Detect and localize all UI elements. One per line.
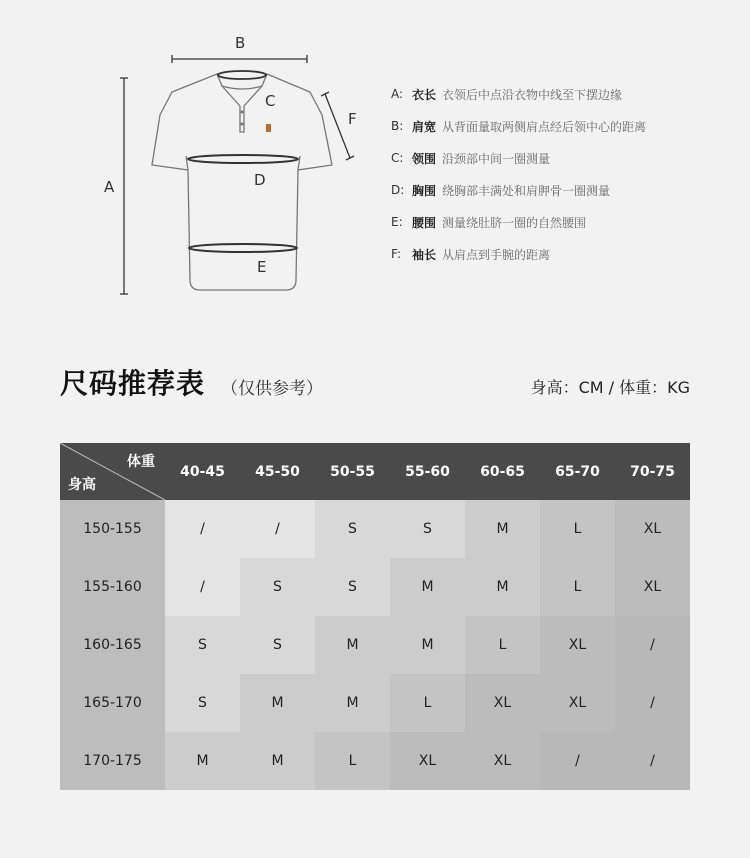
units-note: 身高：CM / 体重：KG bbox=[530, 378, 690, 397]
column-header: 60-65 bbox=[480, 463, 525, 480]
legend-key: A: bbox=[391, 87, 404, 101]
label-f: F bbox=[348, 110, 357, 128]
table-cell: M bbox=[465, 500, 540, 558]
table-cell: M bbox=[315, 674, 390, 732]
table-cell: XL bbox=[615, 500, 690, 558]
table-cell: / bbox=[615, 674, 690, 732]
table-cell: / bbox=[615, 616, 690, 674]
row-header: 160-165 bbox=[60, 616, 165, 674]
column-header: 50-55 bbox=[330, 463, 375, 480]
page-subtitle: （仅供参考） bbox=[221, 379, 323, 399]
legend-name: 肩宽 bbox=[412, 119, 437, 134]
legend-row bbox=[391, 174, 731, 206]
legend-name: 领围 bbox=[412, 151, 437, 166]
legend-row bbox=[391, 238, 731, 270]
legend-key: E: bbox=[391, 215, 403, 229]
polo-shirt-diagram bbox=[0, 0, 380, 320]
table-cell: XL bbox=[540, 616, 615, 674]
legend-key: D: bbox=[391, 183, 405, 197]
measurement-legend bbox=[391, 78, 731, 270]
table-cell: / bbox=[165, 558, 240, 616]
table-cell: M bbox=[240, 674, 315, 732]
legend-row bbox=[391, 78, 731, 110]
legend-name: 腰围 bbox=[412, 215, 437, 230]
column-header: 40-45 bbox=[180, 463, 225, 480]
table-cell: L bbox=[540, 500, 615, 558]
table-cell: M bbox=[390, 558, 465, 616]
legend-name: 胸围 bbox=[412, 183, 437, 198]
table-header bbox=[60, 443, 690, 500]
size-table bbox=[60, 443, 690, 790]
legend-key: F: bbox=[391, 247, 402, 261]
legend-desc: 从肩点到手腕的距离 bbox=[442, 247, 551, 262]
table-cell: / bbox=[165, 500, 240, 558]
table-row bbox=[60, 500, 690, 558]
table-cell: L bbox=[315, 732, 390, 790]
legend-desc: 衣领后中点沿衣物中线至下摆边缘 bbox=[442, 87, 623, 102]
table-cell: XL bbox=[540, 674, 615, 732]
table-cell: M bbox=[390, 616, 465, 674]
legend-row bbox=[391, 206, 731, 238]
table-cell: S bbox=[240, 616, 315, 674]
table-row bbox=[60, 732, 690, 790]
table-cell: L bbox=[540, 558, 615, 616]
table-cell: L bbox=[390, 674, 465, 732]
legend-desc: 从背面量取两侧肩点经后领中心的距离 bbox=[442, 119, 647, 134]
column-header: 70-75 bbox=[630, 463, 675, 480]
table-cell: S bbox=[165, 616, 240, 674]
table-cell: M bbox=[165, 732, 240, 790]
label-a: A bbox=[104, 178, 115, 196]
table-cell: / bbox=[615, 732, 690, 790]
table-row bbox=[60, 558, 690, 616]
column-header: 55-60 bbox=[405, 463, 450, 480]
legend-row bbox=[391, 110, 731, 142]
table-cell: S bbox=[390, 500, 465, 558]
row-header: 155-160 bbox=[60, 558, 165, 616]
table-cell: / bbox=[240, 500, 315, 558]
polo-shirt-illustration bbox=[0, 0, 380, 320]
table-row bbox=[60, 674, 690, 732]
legend-row bbox=[391, 142, 731, 174]
legend-desc: 沿颈部中间一圈测量 bbox=[442, 151, 551, 166]
legend-name: 衣长 bbox=[412, 87, 437, 102]
row-header: 165-170 bbox=[60, 674, 165, 732]
row-header: 150-155 bbox=[60, 500, 165, 558]
page-title: 尺码推荐表 bbox=[60, 367, 206, 400]
legend-key: C: bbox=[391, 151, 404, 165]
column-header: 65-70 bbox=[555, 463, 600, 480]
label-c: C bbox=[265, 92, 276, 110]
legend-desc: 绕胸部丰满处和肩胛骨一圈测量 bbox=[442, 183, 611, 198]
table-cell: M bbox=[315, 616, 390, 674]
legend-name: 袖长 bbox=[412, 247, 437, 262]
table-cell: / bbox=[540, 732, 615, 790]
corner-weight-label: 体重 bbox=[127, 454, 155, 470]
label-e: E bbox=[257, 258, 267, 276]
table-cell: S bbox=[240, 558, 315, 616]
table-cell: S bbox=[315, 558, 390, 616]
table-cell: L bbox=[465, 616, 540, 674]
row-header: 170-175 bbox=[60, 732, 165, 790]
table-cell: XL bbox=[465, 674, 540, 732]
corner-height-label: 身高 bbox=[68, 477, 96, 493]
column-header: 45-50 bbox=[255, 463, 300, 480]
table-cell: M bbox=[465, 558, 540, 616]
table-cell: XL bbox=[390, 732, 465, 790]
table-cell: M bbox=[240, 732, 315, 790]
label-b: B bbox=[235, 34, 246, 52]
table-cell: XL bbox=[615, 558, 690, 616]
table-cell: XL bbox=[465, 732, 540, 790]
table-corner bbox=[60, 443, 165, 500]
table-cell: S bbox=[315, 500, 390, 558]
label-d: D bbox=[254, 171, 266, 189]
table-cell: S bbox=[165, 674, 240, 732]
legend-key: B: bbox=[391, 119, 404, 133]
legend-desc: 测量绕肚脐一圈的自然腰围 bbox=[442, 215, 587, 230]
table-row bbox=[60, 616, 690, 674]
